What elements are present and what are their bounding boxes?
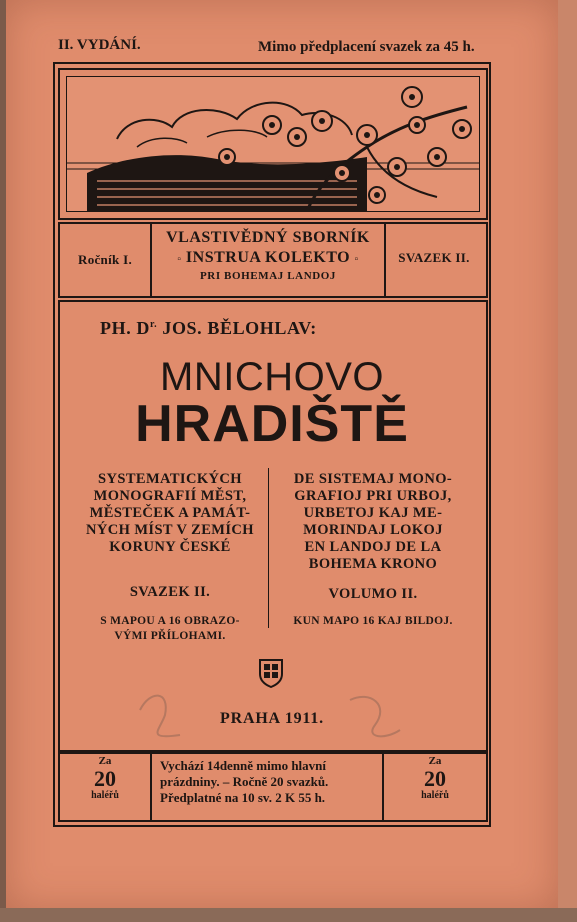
price-left-za: Za bbox=[98, 755, 112, 767]
illustration-inner-frame bbox=[66, 76, 480, 212]
right-note: KUN MAPO 16 KAJ BILDOJ. bbox=[293, 615, 453, 627]
author-line bbox=[100, 318, 317, 339]
left-line: NÝCH MÍST V ZEMÍCH bbox=[86, 522, 254, 538]
left-column bbox=[80, 471, 260, 556]
illustration-frame bbox=[58, 68, 488, 220]
series-title-line1: VLASTIVĚDNÝ SBORNÍK bbox=[166, 229, 370, 246]
square-bullet-icon: ▫ bbox=[177, 254, 182, 265]
left-note-line1: S MAPOU A 16 OBRAZO- bbox=[100, 615, 240, 627]
subscription-info bbox=[160, 758, 380, 806]
author-prefix: PH. D bbox=[100, 318, 150, 338]
right-column bbox=[278, 471, 468, 573]
right-line: BOHEMA KRONO bbox=[308, 556, 438, 572]
title-line1: MNICHOVO bbox=[160, 355, 384, 399]
left-line: SYSTEMATICKÝCH bbox=[98, 471, 242, 487]
right-line: EN LANDOJ DE LA bbox=[304, 539, 442, 555]
book-spine bbox=[558, 0, 577, 922]
series-title-line2 bbox=[152, 249, 384, 267]
series-title-line2-text: INSTRUA KOLEKTO bbox=[185, 249, 351, 266]
price-right-amount: 20 bbox=[424, 766, 446, 791]
price-right-za: Za bbox=[428, 755, 442, 767]
subscription-line1: Vychází 14denně mimo hlavní bbox=[160, 758, 327, 773]
column-divider bbox=[268, 468, 269, 628]
subscription-line2: prázdniny. – Ročně 20 svazků. bbox=[160, 774, 329, 789]
left-note-line2: VÝMI PŘÍLOHAMI. bbox=[114, 630, 226, 642]
series-title-line3: PRI BOHEMAJ LANDOJ bbox=[199, 270, 337, 282]
price-left-unit: haléřů bbox=[91, 790, 119, 801]
price-left-amount: 20 bbox=[94, 766, 116, 791]
right-line: DE SISTEMAJ MONO- bbox=[293, 471, 453, 487]
left-volume: SVAZEK II. bbox=[129, 584, 211, 600]
left-notes bbox=[80, 614, 260, 644]
title-line2: HRADIŠTĚ bbox=[135, 395, 409, 453]
left-line: MONOGRAFIÍ MĚST, bbox=[93, 488, 247, 504]
background-edge bbox=[0, 908, 577, 922]
right-volume: VOLUMO II. bbox=[328, 586, 418, 602]
right-line: MORINDAJ LOKOJ bbox=[303, 522, 443, 538]
year-label: Ročník I. bbox=[78, 252, 132, 267]
left-line: MĚSTEČEK A PAMÁT- bbox=[89, 505, 251, 521]
left-line: KORUNY ČESKÉ bbox=[109, 539, 231, 555]
price-note: Mimo předplacení svazek za 45 h. bbox=[258, 39, 475, 55]
edition-label: II. VYDÁNÍ. bbox=[58, 37, 141, 53]
square-bullet-icon: ▫ bbox=[354, 254, 359, 265]
price-left bbox=[60, 756, 150, 801]
author-name: JOS. BĚLOHLAV: bbox=[162, 318, 317, 338]
subscription-line3: Předplatné na 10 sv. 2 K 55 h. bbox=[160, 790, 326, 805]
right-line: GRAFIOJ PRI URBOJ, bbox=[294, 488, 452, 504]
price-right bbox=[384, 756, 486, 801]
landscape-illustration bbox=[67, 77, 479, 211]
volume-label: SVAZEK II. bbox=[398, 250, 470, 265]
right-line: URBETOJ KAJ ME- bbox=[303, 505, 443, 521]
author-sup: r. bbox=[150, 319, 158, 330]
price-right-unit: haléřů bbox=[421, 790, 449, 801]
publisher: PRAHA 1911. bbox=[220, 710, 324, 727]
